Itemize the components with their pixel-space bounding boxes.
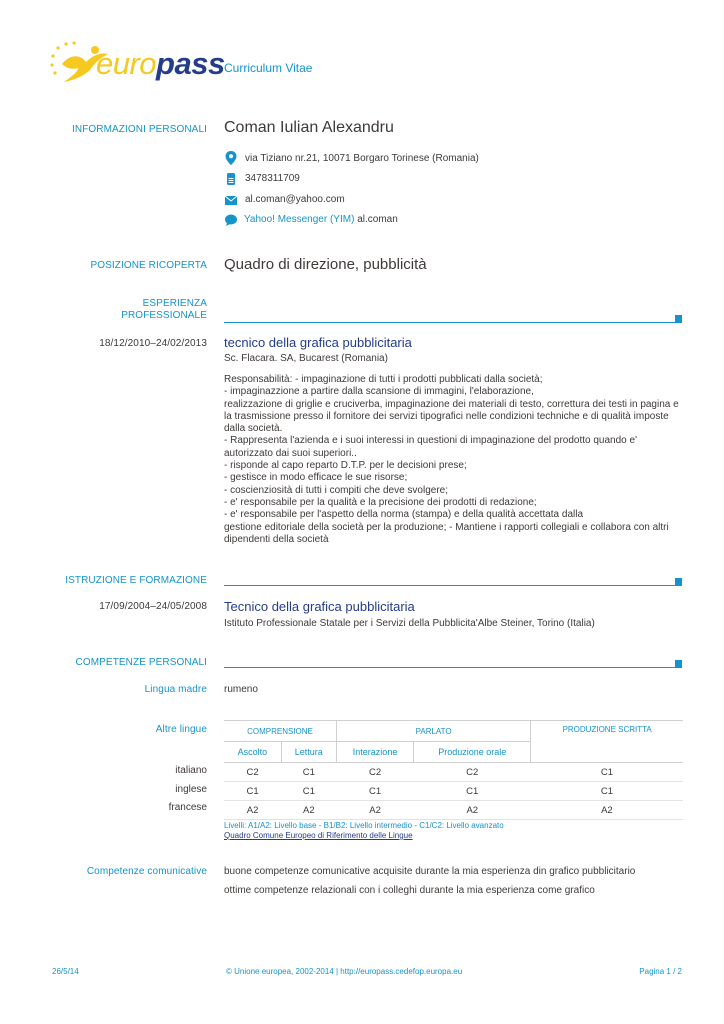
- level-cell: C1: [281, 763, 336, 782]
- description-line: - gestisce in modo efficace le sue risorse;: [224, 472, 408, 484]
- description-line: - risponde al capo reparto D.T.P. per le decisioni prese;: [224, 460, 467, 472]
- description-line: dalla società.: [224, 423, 283, 435]
- header-writing: PRODUZIONE SCRITTA: [531, 721, 683, 763]
- subheader-oral-production: Produzione orale: [414, 742, 531, 763]
- messenger-chat-icon: [224, 213, 238, 227]
- footer-date: 26/5/14: [52, 967, 79, 976]
- skills-divider: [224, 667, 682, 668]
- experience-description: [224, 374, 684, 546]
- full-name: Coman Iulian Alexandru: [224, 119, 394, 136]
- section-label-position: POSIZIONE RICOPERTA: [90, 260, 207, 271]
- experience-title: tecnico della grafica pubblicitaria: [224, 335, 412, 350]
- level-cell: C2: [336, 763, 413, 782]
- subheader-reading: Lettura: [281, 742, 336, 763]
- footer-page-number: Pagina 1 / 2: [639, 967, 682, 976]
- communication-skill-line: ottime competenze relazionali con i colleghi durante la mia esperienza come grafico: [224, 885, 595, 896]
- level-cell: A2: [336, 801, 413, 820]
- levels-note: Livelli: A1/A2: Livello base - B1/B2: Livello intermedio - C1/C2: Livello avanzato: [224, 821, 504, 830]
- position-value: Quadro di direzione, pubblicità: [224, 256, 427, 273]
- level-cell: C1: [531, 782, 683, 801]
- language-name-english: inglese: [175, 784, 207, 795]
- mother-tongue-label: Lingua madre: [144, 684, 207, 695]
- cefr-link[interactable]: Quadro Comune Europeo di Riferimento delle Lingue: [224, 831, 413, 840]
- communication-skills-label: Competenze comunicative: [86, 866, 207, 877]
- level-cell: C2: [414, 763, 531, 782]
- section-label-skills: COMPETENZE PERSONALI: [75, 657, 207, 668]
- mother-tongue-value: rumeno: [224, 684, 258, 695]
- subheader-interaction: Interazione: [336, 742, 413, 763]
- description-line: dipendenti della società: [224, 533, 329, 545]
- section-label-experience-1: ESPERIENZA: [142, 298, 207, 309]
- level-cell: C1: [224, 782, 281, 801]
- logo-text-pass: pass: [156, 46, 225, 81]
- subheader-listening: Ascolto: [224, 742, 281, 763]
- description-line: autorizzato dai suoi superiori..: [224, 447, 357, 459]
- section-label-experience-2: PROFESSIONALE: [121, 310, 207, 321]
- header-comprehension: COMPRENSIONE: [224, 721, 336, 742]
- description-line: - coscienziosità di tutti i compiti che deve svolgere;: [224, 484, 448, 496]
- description-line: - Rappresenta l'azienda e i suoi interessi in questioni di impaginazione del prodotto quando e': [224, 435, 637, 447]
- email-envelope-icon: [224, 193, 238, 207]
- email-address[interactable]: al.coman@yahoo.com: [245, 194, 345, 205]
- description-line: la trasmissione presso il fornitore dei servizi tipografici nelle condizioni techniche e di qualità imposte: [224, 410, 669, 422]
- level-cell: A2: [281, 801, 336, 820]
- level-cell: A2: [531, 801, 683, 820]
- education-school: Istituto Professionale Statale per i Servizi della Pubblicita'Albe Steiner, Torino (Italia): [224, 618, 595, 629]
- address: via Tiziano nr.21, 10071 Borgaro Torinese (Romania): [245, 153, 479, 164]
- language-skills-table: [224, 720, 683, 820]
- description-line: - e' responsabile per l'aspetto della norma (stampa) e della qualità accettata dalla: [224, 509, 584, 521]
- level-cell: C1: [336, 782, 413, 801]
- skills-divider-marker: [675, 660, 682, 667]
- communication-skill-line: buone competenze comunicative acquisite durante la mia esperienza din grafico pubblicitario: [224, 866, 636, 877]
- logo-text-euro: euro: [96, 46, 157, 81]
- table-row: [224, 782, 683, 801]
- description-line: gestione editoriale della società per la produzione; - Mantiene i rapporti collegiali e collabora con altri: [224, 521, 669, 533]
- level-cell: C1: [414, 782, 531, 801]
- section-label-personal-info: INFORMAZIONI PERSONALI: [72, 124, 207, 135]
- level-cell: C2: [224, 763, 281, 782]
- description-line: Responsabilità: - impaginazione di tutti i prodotti pubblicati dalla società;: [224, 374, 543, 385]
- experience-employer: Sc. Flacara. SA, Bucarest (Romania): [224, 353, 388, 364]
- description-line: realizzazione di griglie e cruciverba, impaginazione dei materiali di testo, correttura dei testi in pagina e: [224, 398, 679, 410]
- table-header-row: [224, 721, 683, 742]
- europass-logo: [48, 40, 225, 90]
- level-cell: A2: [224, 801, 281, 820]
- messenger: [244, 214, 398, 225]
- location-pin-icon: [224, 151, 238, 165]
- education-dates: 17/09/2004–24/05/2008: [99, 601, 207, 612]
- language-name-french: francese: [168, 802, 207, 813]
- education-divider-marker: [675, 578, 682, 585]
- language-name-italian: italiano: [175, 765, 207, 776]
- table-row: [224, 801, 683, 820]
- messenger-label: Yahoo! Messenger (YIM): [244, 214, 355, 225]
- level-cell: C1: [281, 782, 336, 801]
- description-line: - impaginazzione a partire dalla scansione di immagini, l'elaborazione,: [224, 386, 534, 398]
- experience-divider: [224, 322, 682, 323]
- experience-dates: 18/12/2010–24/02/2013: [99, 338, 207, 349]
- table-row: [224, 763, 683, 782]
- messenger-value: al.coman: [357, 214, 398, 225]
- other-languages-label: Altre lingue: [155, 724, 207, 735]
- footer-copyright[interactable]: © Unione europea, 2002-2014 | http://europass.cedefop.europa.eu: [226, 967, 463, 976]
- level-cell: C1: [531, 763, 683, 782]
- education-divider: [224, 585, 682, 586]
- section-label-education: ISTRUZIONE E FORMAZIONE: [65, 575, 207, 586]
- education-title: Tecnico della grafica pubblicitaria: [224, 599, 415, 614]
- experience-divider-marker: [675, 315, 682, 322]
- level-cell: A2: [414, 801, 531, 820]
- document-title: Curriculum Vitae: [224, 61, 313, 75]
- mobile-phone-icon: [224, 172, 238, 186]
- description-line: - e' responsabile per la qualità e la precisione dei prodotti di redazione;: [224, 496, 537, 508]
- phone-number[interactable]: 3478311709: [245, 173, 300, 184]
- header-speaking: PARLATO: [336, 721, 530, 742]
